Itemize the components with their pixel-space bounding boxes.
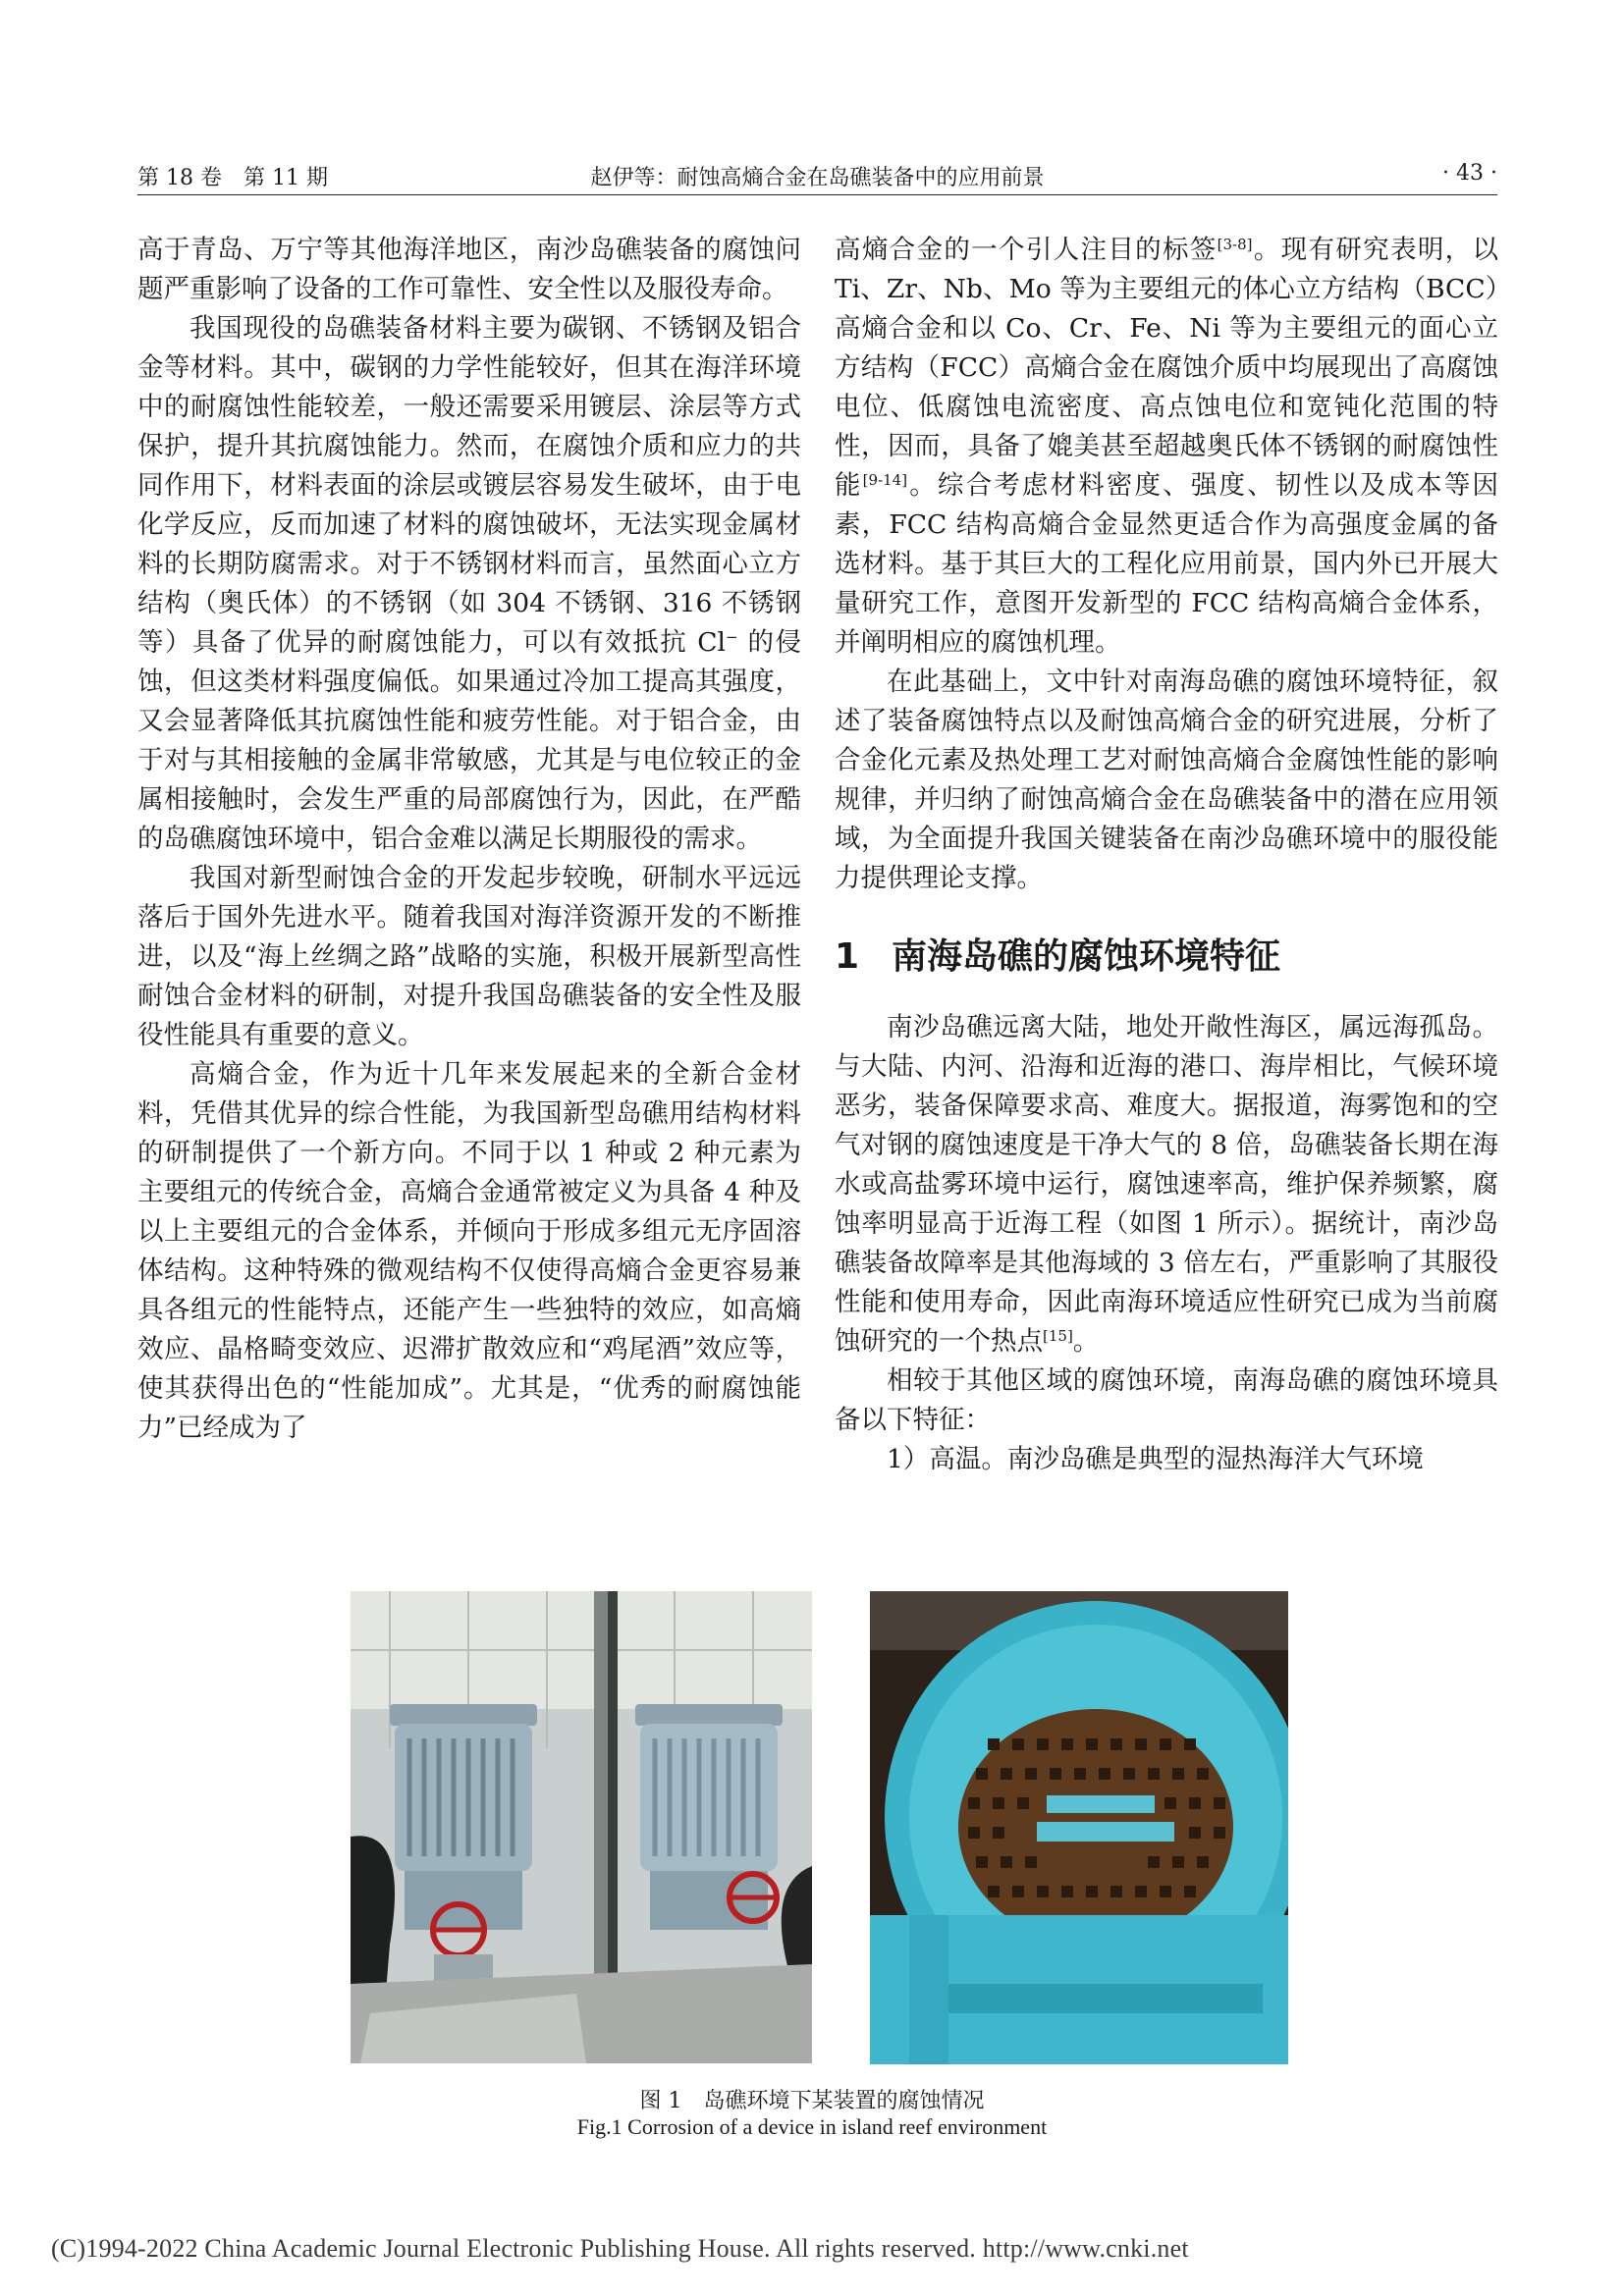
paragraph: 我国现役的岛礁装备材料主要为碳钢、不锈钢及铝合金等材料。其中，碳钢的力学性能较好，但其在海洋环境中的耐腐蚀性能较差，一般还需要采用镀层、涂层等方式保护，提升其抗腐蚀能力。然而，在腐蚀介质和应力的共同作用下，材料表面的涂层或镀层容易发生破坏，由于电化学反应，反而加速了材料的腐蚀破坏，无法实现金属材料的长期防腐需求。对于不锈钢材料而言，虽然面心立方结构（奥氏体）的不锈钢（如 304 不锈钢、316 不锈钢等）具备了优异的耐腐蚀能力，可以有效抵抗 Cl− 的侵蚀，但这类材料强度偏低。如果通过冷加工提高其强度，又会显著降低其抗腐蚀性能和疲劳性能。对于铝合金，由于对与其相接触的金属非常敏感，尤其是与电位较正的金属相接触时，会发生严重的局部腐蚀行为，因此，在严酷的岛礁腐蚀环境中，铝合金难以满足长期服役的需求。 xyxy=(137,313,801,854)
paragraph: 我国对新型耐蚀合金的开发起步较晚，研制水平远远落后于国外先进水平。随着我国对海洋资源开发的不断推进，以及“海上丝绸之路”战略的实施，积极开展新型高性耐蚀合金材料的研制，对提升我国岛礁装备的安全性及服役性能具有重要的意义。 xyxy=(137,863,801,1050)
section-number: 1 xyxy=(835,936,860,977)
figure-caption-en: Fig.1 Corrosion of a device in island reef environment xyxy=(576,2114,1048,2139)
page-number: · 43 · xyxy=(1442,161,1497,186)
citation: [3-8] xyxy=(1217,236,1253,253)
volume-issue: 第 18 卷 第 11 期 xyxy=(137,166,328,190)
paragraph: 在此基础上，文中针对南海岛礁的腐蚀环境特征，叙述了装备腐蚀特点以及耐蚀高熵合金的研究进展，分析了合金化元素及热处理工艺对耐蚀高熵合金腐蚀性能的影响规律，并归纳了耐蚀高熵合金在岛礁装备中的潜在应用领域，为全面提升我国关键装备在南沙岛礁环境中的服役能力提供理论支撑。 xyxy=(835,667,1498,893)
superscript: − xyxy=(725,628,738,646)
paragraph: 1）高温。南沙岛礁是典型的湿热海洋大气环境 xyxy=(887,1444,1424,1474)
running-title: 赵伊等：耐蚀高熵合金在岛礁装备中的应用前景 xyxy=(590,166,1045,190)
running-header xyxy=(137,157,1497,192)
right-column xyxy=(835,231,1498,1479)
figure-photo-corroded-exchanger xyxy=(870,1591,1288,2064)
copyright-footer: (C)1994-2022 China Academic Journal Electronic Publishing House. All rights reserved. http://www.cnki.net xyxy=(51,2234,1189,2263)
section-heading xyxy=(835,935,1498,979)
figure-photo-pumps xyxy=(351,1591,812,2063)
paragraph: 高熵合金，作为近十几年来发展起来的全新合金材料，凭借其优异的综合性能，为我国新型岛礁用结构材料的研制提供了一个新方向。不同于以 1 种或 2 种元素为主要组元的传统合金，高熵合金通常被定义为具备 4 种及以上主要组元的合金体系，并倾向于形成多组元无序固溶体结构。这种特殊的微观结构不仅使得高熵合金更容易兼具各组元的性能特点，还能产生一些独特的效应，如高熵效应、晶格畸变效应、迟滞扩散效应和“鸡尾酒”效应等，使其获得出色的“性能加成”。尤其是，“优秀的耐腐蚀能力”已经成为了 xyxy=(137,1059,801,1443)
section-title: 南海岛礁的腐蚀环境特征 xyxy=(892,936,1281,977)
paragraph: 相较于其他区域的腐蚀环境，南海岛礁的腐蚀环境具备以下特征： xyxy=(835,1365,1498,1435)
paragraph: 高于青岛、万宁等其他海洋地区，南沙岛礁装备的腐蚀问题严重影响了设备的工作可靠性、安全性以及服役寿命。 xyxy=(137,235,801,304)
figure-caption-cn: 图 1 岛礁环境下某装置的腐蚀情况 xyxy=(639,2089,985,2113)
header-rule xyxy=(137,194,1497,195)
citation: [15] xyxy=(1043,1327,1073,1345)
left-column xyxy=(137,231,801,1448)
paragraph: 高熵合金的一个引人注目的标签[3-8]。现有研究表明，以 Ti、Zr、Nb、Mo 等为主要组元的体心立方结构（BCC）高熵合金和以 Co、Cr、Fe、Ni 等为主要组元的面心立方结构（FCC）高熵合金在腐蚀介质中均展现出了高腐蚀电位、低腐蚀电流密度、高点蚀电位和宽钝化范围的特性，因而，具备了媲美甚至超越奥氏体不锈钢的耐腐蚀性能[9-14]。综合考虑材料密度、强度、韧性以及成本等因素，FCC 结构高熵合金显然更适合作为高强度金属的备选材料。基于其巨大的工程化应用前景，国内外已开展大量研究工作，意图开发新型的 FCC 结构高熵合金体系，并阐明相应的腐蚀机理。 xyxy=(835,235,1499,658)
paragraph: 南沙岛礁远离大陆，地处开敞性海区，属远海孤岛。与大陆、内河、沿海和近海的港口、海岸相比，气候环境恶劣，装备保障要求高、难度大。据报道，海雾饱和的空气对钢的腐蚀速度是干净大气的 8 倍，岛礁装备长期在海水或高盐雾环境中运行，腐蚀速率高，维护保养频繁，腐蚀率明显高于近海工程（如图 1 所示）。据统计，南沙岛礁装备故障率是其他海域的 3 倍左右，严重影响了其服役性能和使用寿命，因此南海环境适应性研究已成为当前腐蚀研究的一个热点[15]。 xyxy=(835,1012,1498,1357)
citation: [9-14] xyxy=(862,471,908,489)
